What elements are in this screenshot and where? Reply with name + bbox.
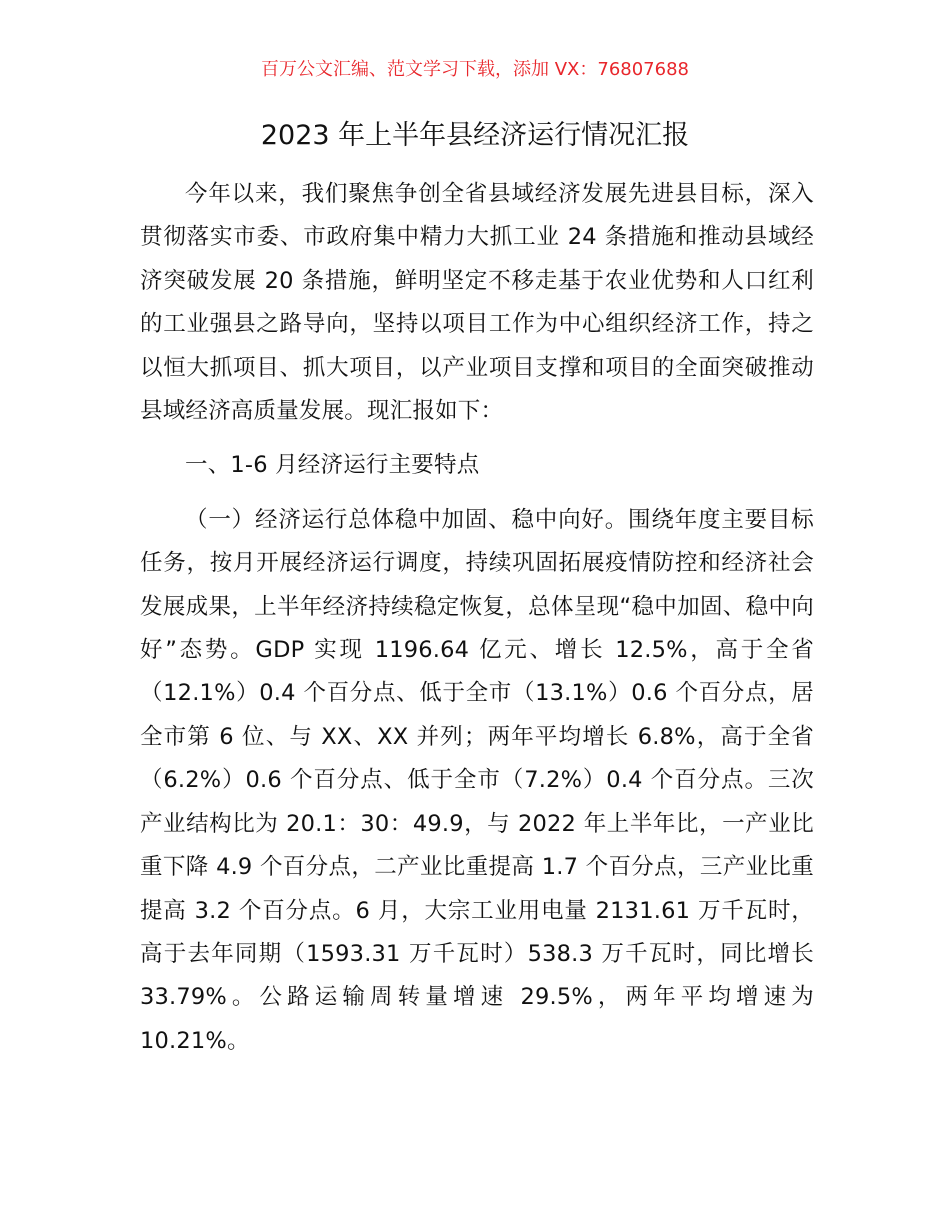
- watermark-header: 百万公文汇编、范文学习下载，添加 VX：76807688: [261, 59, 689, 80]
- document-title: 2023 年上半年县经济运行情况汇报: [260, 120, 690, 151]
- document-body: [140, 173, 814, 1063]
- economic-overview-paragraph: （一）经济运行总体稳中加固、稳中向好。围绕年度主要目标任务，按月开展经济运行调度，持续巩固拓展疫情防控和经济社会发展成果，上半年经济持续稳定恢复，总体呈现“稳中加固、稳中向好”态势。GDP 实现 1196.64 亿元、增长 12.5%，高于全省（12.1%）0.4 个百分点、低于全市（13.1%）0.6 个百分点，居全市第 6 位、与 XX、XX 并列；两年平均增长 6.8%，高于全省（6.2%）0.6 个百分点、低于全市（7.2%）0.4 个百分点。三次产业结构比为 20.1：30：49.9，与 2022 年上半年比，一产业比重下降 4.9 个百分点，二产业比重提高 1.7 个百分点，三产业比重提高 3.2 个百分点。6 月，大宗工业用电量 2131.61 万千瓦时，高于去年同期（1593.31 万千瓦时）538.3 万千瓦时，同比增长 33.79%。公路运输周转量增速 29.5%，两年平均增速为 10.21%。: [140, 506, 814, 1054]
- section-heading: 一、1-6 月经济运行主要特点: [185, 452, 480, 479]
- intro-paragraph: 今年以来，我们聚焦争创全省县域经济发展先进县目标，深入贯彻落实市委、市政府集中精力大抓工业 24 条措施和推动县域经济突破发展 20 条措施，鲜明坚定不移走基于农业优势和人口红利的工业强县之路导向，坚持以项目工作为中心组织经济工作，持之以恒大抓项目、抓大项目，以产业项目支撑和项目的全面突破推动县域经济高质量发展。现汇报如下：: [140, 181, 814, 425]
